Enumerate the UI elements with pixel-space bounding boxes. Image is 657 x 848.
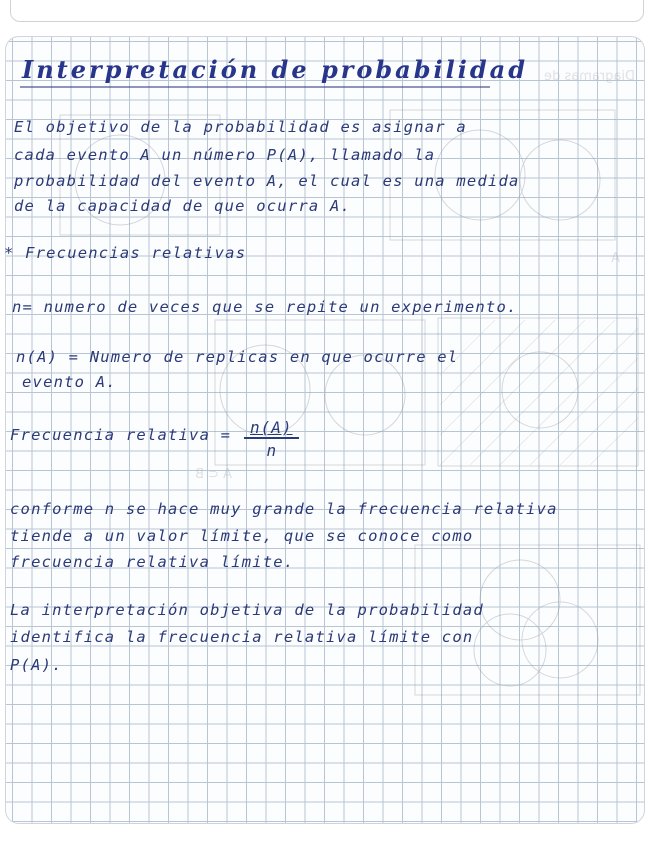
paragraph2-line1: conforme n se hace muy grande la frecuencia relativa	[10, 500, 558, 518]
svg-text:Diagramas de: Diagramas de	[544, 69, 635, 84]
svg-text:A ⊂ B: A ⊂ B	[195, 467, 232, 482]
relative-frequency-fraction	[244, 418, 299, 460]
paragraph1-line4: de la capacidad de que ocurra A.	[14, 197, 352, 215]
paragraph3-line1: La interpretación objetiva de la probabilidad	[10, 601, 484, 619]
fraction-denominator: n	[266, 441, 277, 460]
paragraph2-line2: tiende a un valor límite, que se conoce como	[10, 527, 474, 545]
definition-nA-line2: evento A.	[22, 373, 117, 391]
paragraph2-line3: frecuencia relativa límite.	[10, 553, 295, 571]
paragraph3-line3: P(A).	[10, 656, 63, 674]
section-heading: * Frecuencias relativas	[4, 244, 247, 262]
svg-text:A: A	[611, 251, 620, 266]
definition-nA-line1: n(A) = Numero de replicas en que ocurre el	[16, 348, 459, 366]
paragraph1-line3: probabilidad del evento A, el cual es una medida	[14, 172, 520, 190]
frequency-label: Frecuencia relativa =	[10, 426, 232, 444]
definition-n: n= numero de veces que se repite un experimento.	[12, 298, 518, 316]
paragraph1-line1: El objetivo de la probabilidad es asignar a	[14, 118, 467, 136]
fraction-numerator: n(A)	[244, 418, 299, 439]
paragraph1-line2: cada evento A un número P(A), llamado la	[14, 146, 436, 164]
previous-page-edge	[10, 0, 644, 22]
paragraph3-line2: identifica la frecuencia relativa límite con	[10, 628, 474, 646]
page-title: Interpretación de probabilidad	[22, 55, 528, 84]
title-underline	[20, 86, 490, 88]
